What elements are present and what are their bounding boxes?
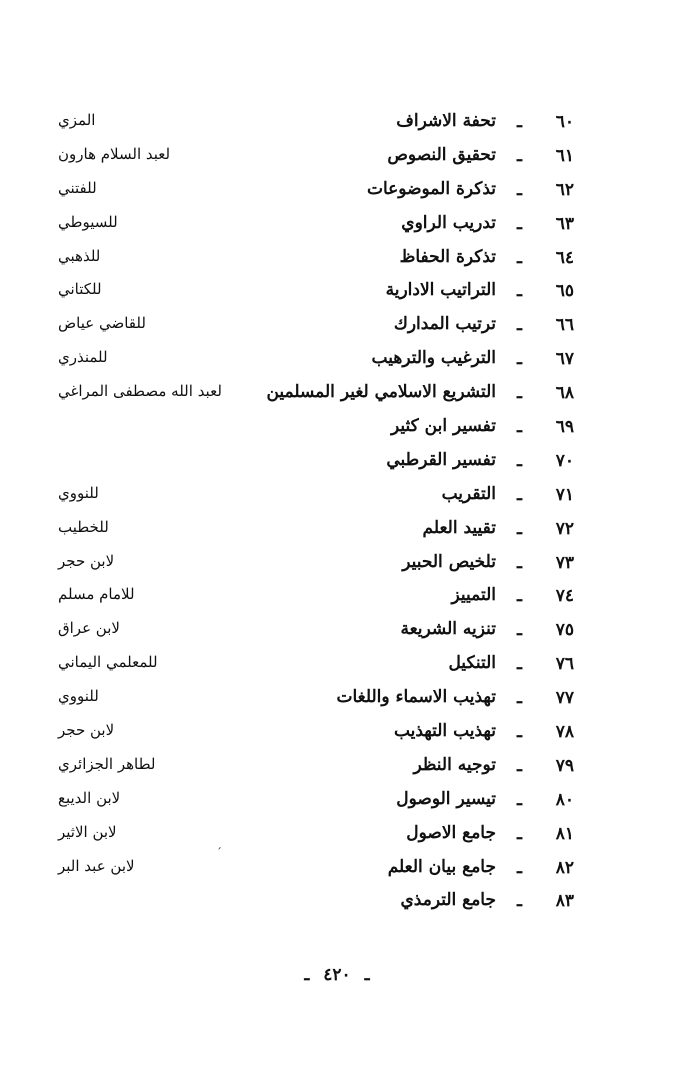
entry-number: ٦١ <box>555 145 574 166</box>
list-item <box>0 345 674 379</box>
entry-number: ٦٠ <box>555 112 574 132</box>
entry-number: ٦٢ <box>555 179 574 200</box>
entry-author: لعبد السلام هارون <box>58 144 171 163</box>
entry-number: ٨٠ <box>555 789 574 810</box>
entry-title: تذكرة الحفاظ <box>399 246 496 267</box>
entry-title: التقريب <box>441 483 496 504</box>
stray-mark: ˊ <box>216 846 222 860</box>
entry-number: ٦٦ <box>555 315 574 336</box>
list-item <box>0 820 674 854</box>
list-item <box>0 616 674 650</box>
entry-dash: ـ <box>517 349 522 370</box>
entry-author: للسيوطي <box>58 212 118 231</box>
list-item <box>0 277 674 311</box>
entry-title: تهذيب التهذيب <box>393 721 496 742</box>
entry-author: لابن الديبع <box>58 788 121 807</box>
list-item <box>0 481 674 515</box>
footer-dash-right: ـ <box>364 965 370 985</box>
entry-dash: ـ <box>517 722 522 743</box>
list-item <box>0 210 674 244</box>
entry-title: تحفة الاشراف <box>396 111 496 131</box>
entry-dash: ـ <box>517 145 522 166</box>
entry-title: تذكرة الموضوعات <box>366 178 496 199</box>
list-item <box>0 515 674 549</box>
entry-number: ٧٠ <box>555 450 574 471</box>
entry-author: للامام مسلم <box>58 585 135 604</box>
entry-dash: ـ <box>517 213 522 234</box>
entry-title: الترغيب والترهيب <box>371 348 496 369</box>
entry-author: للمعلمي اليماني <box>58 653 158 672</box>
list-item <box>0 752 674 786</box>
entry-dash: ـ <box>517 586 522 607</box>
entry-number: ٧٤ <box>555 586 574 607</box>
entry-dash: ـ <box>517 654 522 675</box>
entry-author: المزي <box>58 111 96 129</box>
entry-number: ٦٣ <box>555 213 574 234</box>
entry-dash: ـ <box>517 688 522 709</box>
entry-number: ٧٧ <box>555 688 574 709</box>
entry-number: ٧٨ <box>555 722 574 743</box>
entry-dash: ـ <box>517 281 522 302</box>
entry-dash: ـ <box>517 112 522 132</box>
entry-number: ٧١ <box>555 484 574 505</box>
entry-dash: ـ <box>517 620 522 641</box>
page-footer <box>0 965 674 985</box>
list-item <box>0 108 674 142</box>
entry-title: جامع الترمذي <box>400 890 496 911</box>
entry-dash: ـ <box>517 891 522 912</box>
entry-title: تدريب الراوي <box>401 212 496 233</box>
entry-title: تيسير الوصول <box>396 788 496 809</box>
list-item <box>0 582 674 616</box>
page-number: ٤٢٠ <box>323 965 351 985</box>
list-item <box>0 549 674 583</box>
entry-dash: ـ <box>517 417 522 438</box>
list-item <box>0 447 674 481</box>
entry-author: لطاهر الجزائري <box>58 754 156 773</box>
entry-number: ٧٥ <box>555 620 574 641</box>
footer-dash-left: ـ <box>304 965 310 985</box>
entry-author: للنووي <box>58 687 99 706</box>
list-item <box>0 311 674 345</box>
entry-title: تحقيق النصوص <box>387 144 496 165</box>
list-item <box>0 379 674 413</box>
entry-number: ٧٣ <box>555 552 574 573</box>
list-item <box>0 244 674 278</box>
entry-author: للقاضي عياض <box>58 314 146 333</box>
entry-title: تقييد العلم <box>422 517 496 538</box>
entry-dash: ـ <box>517 789 522 810</box>
entry-author: للنووي <box>58 483 99 502</box>
entry-title: التشريع الاسلامي لغير المسلمين <box>266 382 496 403</box>
entry-author: لعبد الله مصطفى المراغي <box>58 382 222 401</box>
entry-title: التنكيل <box>448 653 496 674</box>
entry-dash: ـ <box>517 755 522 776</box>
list-item <box>0 650 674 684</box>
entry-title: تنزيه الشريعة <box>400 619 496 640</box>
entry-number: ٦٧ <box>555 349 574 370</box>
entry-title: جامع بيان العلم <box>387 856 496 877</box>
entry-author: للفتني <box>58 178 97 197</box>
entry-dash: ـ <box>517 450 522 471</box>
entry-dash: ـ <box>517 179 522 200</box>
entry-author: للكتاني <box>58 280 102 299</box>
list-item <box>0 142 674 176</box>
entry-author: لابن عراق <box>58 619 120 638</box>
entry-number: ٦٨ <box>555 383 574 404</box>
entry-number: ٧٩ <box>555 755 574 776</box>
list-item <box>0 887 674 921</box>
entry-author: لابن حجر <box>58 551 115 570</box>
list-item <box>0 176 674 210</box>
entry-author: لابن عبد البر <box>58 856 135 875</box>
entry-number: ٦٤ <box>555 247 574 268</box>
entry-dash: ـ <box>517 247 522 268</box>
entry-dash: ـ <box>517 823 522 844</box>
reference-list <box>0 108 674 921</box>
entry-dash: ـ <box>517 552 522 573</box>
entry-number: ٨٢ <box>555 857 574 878</box>
entry-number: ٧٢ <box>555 518 574 539</box>
entry-title: التراتيب الادارية <box>385 280 496 301</box>
entry-author: لابن الاثير <box>58 822 117 841</box>
entry-dash: ـ <box>517 484 522 505</box>
list-item <box>0 718 674 752</box>
entry-title: ترتيب المدارك <box>393 314 496 335</box>
entry-author: للمنذري <box>58 348 108 367</box>
entry-title: توجيه النظر <box>413 754 496 775</box>
list-item <box>0 684 674 718</box>
entry-title: تفسير ابن كثير <box>391 416 496 437</box>
entry-title: جامع الاصول <box>406 822 496 843</box>
entry-title: تفسير القرطبي <box>386 449 496 470</box>
entry-number: ٧٦ <box>555 654 574 675</box>
entry-number: ٨٣ <box>555 891 574 912</box>
entry-author: للخطيب <box>58 517 109 536</box>
entry-dash: ـ <box>517 518 522 539</box>
entry-dash: ـ <box>517 383 522 404</box>
entry-author: لابن حجر <box>58 721 115 740</box>
entry-dash: ـ <box>517 857 522 878</box>
entry-author: للذهبي <box>58 246 101 265</box>
entry-title: التمييز <box>451 585 496 606</box>
entry-title: تهذيب الاسماء واللغات <box>336 687 496 708</box>
entry-number: ٨١ <box>555 823 574 844</box>
entry-title: تلخيص الحبير <box>402 551 496 572</box>
list-item <box>0 413 674 447</box>
entry-number: ٦٩ <box>555 417 574 438</box>
entry-dash: ـ <box>517 315 522 336</box>
entry-number: ٦٥ <box>555 281 574 302</box>
list-item <box>0 854 674 888</box>
list-item <box>0 786 674 820</box>
